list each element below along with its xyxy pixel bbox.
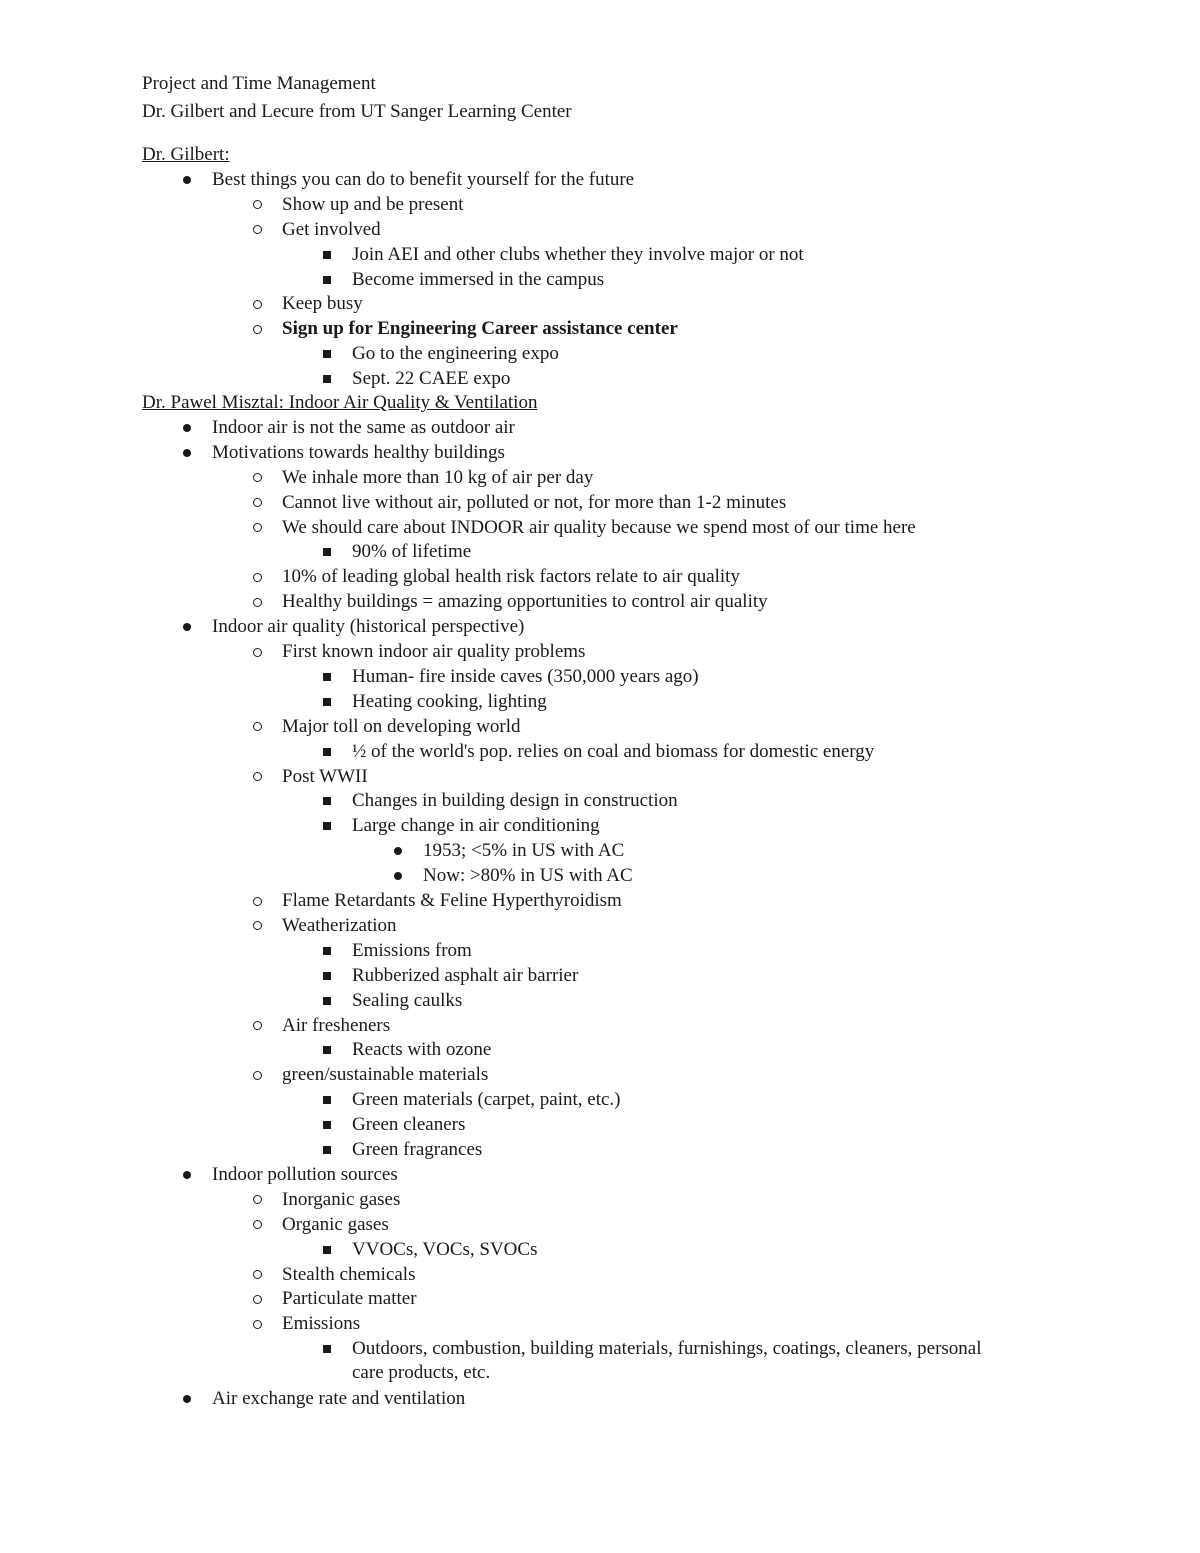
list-item-text: Cannot live without air, polluted or not, for more than 1-2 minutes (282, 491, 787, 513)
list-item (352, 367, 510, 391)
list-item (282, 1213, 389, 1237)
list-item-text: We inhale more than 10 kg of air per day (282, 466, 594, 488)
list-item-text: Organic gases (282, 1213, 389, 1235)
bullet-square-icon (317, 1038, 337, 1062)
list-item (282, 292, 363, 316)
bullet-circle-icon (247, 1312, 267, 1336)
bullet-circle-icon (247, 1263, 267, 1287)
bullet-square-icon (317, 964, 337, 988)
document-title: Project and Time Management (142, 73, 376, 94)
list-item (352, 1238, 537, 1262)
list-item (282, 640, 585, 664)
list-item-text: Particulate matter (282, 1288, 417, 1310)
list-item-text: 1953; <5% in US with AC (423, 840, 625, 862)
list-item-text: Stealth chemicals (282, 1263, 416, 1285)
list-item (282, 1014, 390, 1038)
list-item (282, 218, 381, 242)
list-item (352, 939, 472, 963)
list-item-text: Green fragrances (352, 1139, 483, 1160)
bullet-circle-icon (247, 914, 267, 938)
list-item-text: Go to the engineering expo (352, 343, 559, 365)
list-item-text: Become immersed in the campus (352, 268, 605, 290)
list-item-text: Indoor air is not the same as outdoor air (212, 416, 515, 438)
bullet-circle-icon (247, 640, 267, 664)
list-item (282, 565, 740, 589)
section-heading: Dr. Gilbert: (142, 144, 230, 165)
bullet-square-icon (317, 1238, 337, 1262)
list-item (352, 342, 559, 366)
list-item-text: Join AEI and other clubs whether they involve major or not (352, 243, 804, 265)
bullet-dot-icon (177, 441, 197, 465)
bullet-circle-icon (247, 1063, 267, 1087)
bullet-circle-icon (247, 516, 267, 540)
list-item-text: Outdoors, combustion, building materials, furnishings, coatings, cleaners, personal care products, etc. (352, 1338, 982, 1384)
list-item-text: ½ of the world's pop. relies on coal and biomass for domestic energy (352, 740, 875, 762)
list-item (423, 839, 624, 863)
list-item (282, 1287, 417, 1311)
bullet-dot-icon (177, 1387, 197, 1411)
list-item (282, 715, 521, 739)
bullet-dot-icon (388, 839, 408, 863)
list-item (352, 1138, 482, 1162)
list-item (282, 1312, 360, 1336)
bullet-square-icon (317, 540, 337, 564)
list-item (282, 317, 678, 341)
document-subtitle: Dr. Gilbert and Lecure from UT Sanger Learning Center (142, 101, 572, 122)
list-item (352, 964, 578, 988)
bullet-square-icon (317, 1113, 337, 1137)
list-item (282, 765, 368, 789)
list-item (282, 590, 768, 614)
bullet-circle-icon (247, 193, 267, 217)
list-item-text: Rubberized asphalt air barrier (352, 964, 579, 986)
list-item (282, 1063, 488, 1087)
bullet-square-icon (317, 989, 337, 1013)
list-item (352, 690, 547, 714)
list-item (352, 989, 462, 1013)
list-item-text: Show up and be present (282, 193, 464, 215)
bullet-circle-icon (247, 292, 267, 316)
list-item (352, 814, 600, 838)
bullet-dot-icon (177, 416, 197, 440)
list-item (212, 416, 515, 440)
list-item-text: Post WWII (282, 765, 368, 787)
list-item-text: First known indoor air quality problems (282, 641, 586, 662)
list-item-text: Emissions (282, 1313, 361, 1335)
bullet-circle-icon (247, 765, 267, 789)
bullet-square-icon (317, 367, 337, 391)
list-item-text: green/sustainable materials (282, 1064, 489, 1086)
list-item (212, 1387, 465, 1411)
list-item-text: Inorganic gases (282, 1188, 401, 1210)
list-item-text: Sept. 22 CAEE expo (352, 368, 511, 390)
bullet-dot-icon (177, 168, 197, 192)
list-item (282, 193, 464, 217)
list-item-text: Keep busy (282, 293, 363, 315)
list-item (352, 243, 804, 267)
bullet-square-icon (317, 342, 337, 366)
bullet-circle-icon (247, 1287, 267, 1311)
bullet-circle-icon (247, 466, 267, 490)
bullet-square-icon (317, 690, 337, 714)
list-item-text: Now: >80% in US with AC (423, 865, 633, 887)
list-item-text: 90% of lifetime (352, 541, 472, 563)
list-item-text: Major toll on developing world (282, 715, 521, 737)
list-item-text: Healthy buildings = amazing opportunities to control air quality (282, 591, 768, 613)
list-item (352, 1337, 1002, 1385)
bullet-square-icon (317, 789, 337, 813)
list-item-text: Large change in air conditioning (352, 815, 600, 837)
list-item-text: Weatherization (282, 914, 397, 936)
bullet-dot-icon (177, 615, 197, 639)
bullet-square-icon (317, 939, 337, 963)
list-item-text: Green cleaners (352, 1114, 466, 1136)
bullet-circle-icon (247, 1014, 267, 1038)
list-item-text: Heating cooking, lighting (352, 690, 547, 712)
list-item-text: Sealing caulks (352, 989, 463, 1011)
bullet-circle-icon (247, 889, 267, 913)
bullet-circle-icon (247, 1213, 267, 1237)
list-item (352, 665, 699, 689)
list-item (352, 1088, 621, 1112)
section-heading: Dr. Pawel Misztal: Indoor Air Quality & Ventilation (142, 392, 538, 413)
bullet-circle-icon (247, 491, 267, 515)
bullet-dot-icon (177, 1163, 197, 1187)
list-item-text: Get involved (282, 218, 381, 240)
bullet-square-icon (317, 1337, 337, 1361)
bullet-square-icon (317, 814, 337, 838)
bullet-square-icon (317, 740, 337, 764)
list-item (212, 441, 505, 465)
list-item-text: Reacts with ozone (352, 1039, 492, 1061)
list-item-text: Air fresheners (282, 1014, 391, 1036)
list-item (212, 1163, 398, 1187)
bullet-square-icon (317, 243, 337, 267)
bullet-circle-icon (247, 590, 267, 614)
list-item-text: 10% of leading global health risk factors relate to air quality (282, 566, 740, 588)
list-item-text: We should care about INDOOR air quality because we spend most of our time here (282, 516, 916, 538)
bullet-square-icon (317, 268, 337, 292)
list-item (282, 889, 622, 913)
list-item (352, 740, 874, 764)
bullet-circle-icon (247, 1188, 267, 1212)
list-item (352, 268, 604, 292)
list-item (352, 1113, 465, 1137)
list-item (282, 1188, 400, 1212)
bullet-circle-icon (247, 715, 267, 739)
list-item-text: Green materials (carpet, paint, etc.) (352, 1089, 621, 1111)
list-item (282, 516, 916, 540)
list-item (423, 864, 633, 888)
bullet-circle-icon (247, 565, 267, 589)
list-item-text: Human- fire inside caves (350,000 years ago) (352, 665, 699, 687)
list-item-text: Motivations towards healthy buildings (212, 441, 505, 463)
bullet-square-icon (317, 665, 337, 689)
list-item (352, 540, 471, 564)
list-item (282, 914, 397, 938)
list-item-text: Flame Retardants & Feline Hyperthyroidism (282, 890, 622, 911)
bullet-circle-icon (247, 218, 267, 242)
list-item-text: Indoor pollution sources (212, 1163, 398, 1185)
list-item-text: Emissions from (352, 939, 472, 961)
list-item (282, 466, 593, 490)
list-item (212, 615, 524, 639)
list-item (212, 168, 634, 192)
bullet-square-icon (317, 1138, 337, 1162)
list-item-text: Best things you can do to benefit yourself for the future (212, 168, 635, 190)
list-item-text: VVOCs, VOCs, SVOCs (352, 1238, 538, 1260)
list-item (282, 1263, 415, 1287)
bullet-circle-icon (247, 317, 267, 341)
bullet-dot-icon (388, 864, 408, 888)
list-item-text: Sign up for Engineering Career assistance center (282, 318, 678, 340)
list-item (352, 1038, 491, 1062)
list-item-text: Air exchange rate and ventilation (212, 1388, 466, 1409)
list-item (282, 491, 786, 515)
bullet-square-icon (317, 1088, 337, 1112)
list-item-text: Changes in building design in construction (352, 790, 678, 812)
list-item (352, 789, 678, 813)
list-item-text: Indoor air quality (historical perspective) (212, 616, 525, 638)
